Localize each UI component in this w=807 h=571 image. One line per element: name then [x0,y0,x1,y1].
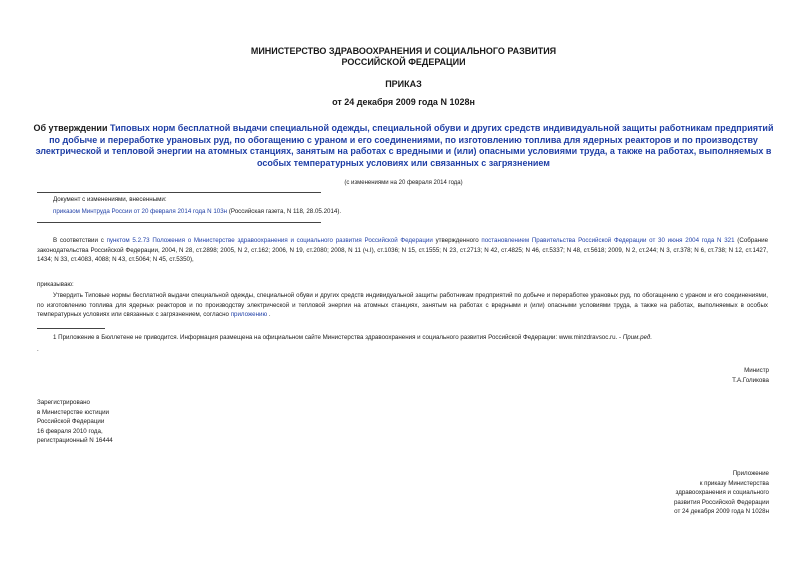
signature-block [732,366,769,385]
title-link[interactable]: Типовых норм бесплатной выдачи специальной одежды, специальной обуви и других средств индивидуальной защиты работникам предприятий по добыче и переработке урановых руд, по обогащению с ураном и его соединениями, по изготовлению топлива для ядерных реакторов и по производству электрической и тепловой энергии на атомных станциях, занятым на работах с вредными и (или) опасными условиями труда, а также на работах, выполняемых в особых температурных условиях или связанных с загрязнением [35,123,774,168]
appendix-line: Приложение [732,470,769,477]
footnote-dot: . [37,346,39,353]
registration-line: в Министерстве юстиции [37,408,110,416]
approve-tail: . [267,311,271,318]
changes-note: (с изменениями на 20 февраля 2014 года) [344,180,463,186]
approve-paragraph [37,291,768,320]
registration-line: 16 февраля 2010 года, [37,427,103,435]
title-prefix: Об утверждении [33,123,110,133]
approve-text: Утвердить Типовые нормы бесплатной выдачи специальной одежды, специальной обуви и других средств индивидуальной защиты работникам предприятий по добыче и переработке урановых руд, по обогащению с ураном и его соединениями, по изготовлению топлива для ядерных реакторов и по производству электрической и тепловой энергии на атомных станциях, занятым на работах с вредными и (или) опасными условиями труда, а также на работах, выполняемых в особых температурных условиях или связанных с загрязнением, согласно [37,292,768,318]
amendments-entry [53,207,753,217]
preamble-paragraph [37,236,768,265]
appendix-line: к приказу Министерства [699,479,769,487]
preamble-text: утвержденного [432,237,482,244]
ministry-header [0,46,807,68]
registration-line: регистрационный N 16444 [37,437,113,444]
appendix-line: развития Российской Федерации [673,498,769,506]
ministry-line-2: РОССИЙСКОЙ ФЕДЕРАЦИИ [341,57,466,67]
divider [37,192,321,193]
footnote-note: Прим.ред. [622,334,653,341]
appendix-block [674,469,769,517]
appendix-link[interactable]: приложению [230,311,268,318]
footnote-marker: 1 [53,334,57,341]
preamble-text: В соответствии с [53,237,107,244]
divider [37,222,321,223]
registration-line: Зарегистрировано [37,399,90,406]
document-title [30,123,777,169]
ministry-line-1: МИНИСТЕРСТВО ЗДРАВООХРАНЕНИЯ И СОЦИАЛЬНОГО РАЗВИТИЯ [250,46,557,56]
amendments-label: Документ с изменениями, внесенными: [53,196,167,203]
document-type: ПРИКАЗ [385,79,422,89]
footnote [53,333,773,343]
appendix-line: здравоохранения и социального [675,489,769,496]
signature-name: Т.А.Голикова [732,376,769,384]
government-decree-link[interactable]: постановлением Правительства Российской Федерации от 30 июня 2004 года N 321 [481,237,735,244]
preamble-text: (Собрание законодательства Российской Федерации, 2004, N 28, ст.2898; 2005, N 2, ст.162; 2006, N 19, ст.2080; 2008, N 11 (ч.I), ст.1036; N 15, ст.1555; N 23, ст.2713; N 42, ст.4825; N 46, ст.5337; N 48, ст.5618; 2009, N 2, ст.244; N 3, ст.378; N 6, ст.738; N 12, ст.1427, 1434; N 33, ст.4083, 4088; N 43, ст.5064; N 45, ст.5350), [37,237,769,263]
footnote-divider [37,328,105,329]
amendment-link[interactable]: приказом Минтруда России от 20 февраля 2014 года N 103н [53,208,228,215]
regulation-link[interactable]: пунктом 5.2.73 Положения о Министерстве здравоохранения и социального развития Российской Федерации [106,237,433,244]
signature-role: Министр [744,367,769,374]
footnote-text: Приложение в Бюллетене не приводится. Информация размещена на официальном сайте Министерства здравоохранения и социального развития Российской Федерации: www.minzdravsoc.ru. - [56,334,623,341]
document-date: от 24 декабря 2009 года N 1028н [332,97,475,107]
order-word: приказываю: [37,281,74,288]
appendix-line: от 24 декабря 2009 года N 1028н [674,508,769,515]
amendment-source: (Российская газета, N 118, 28.05.2014). [227,208,342,215]
registration-line: Российской Федерации [37,418,105,425]
registration-block [37,398,113,446]
